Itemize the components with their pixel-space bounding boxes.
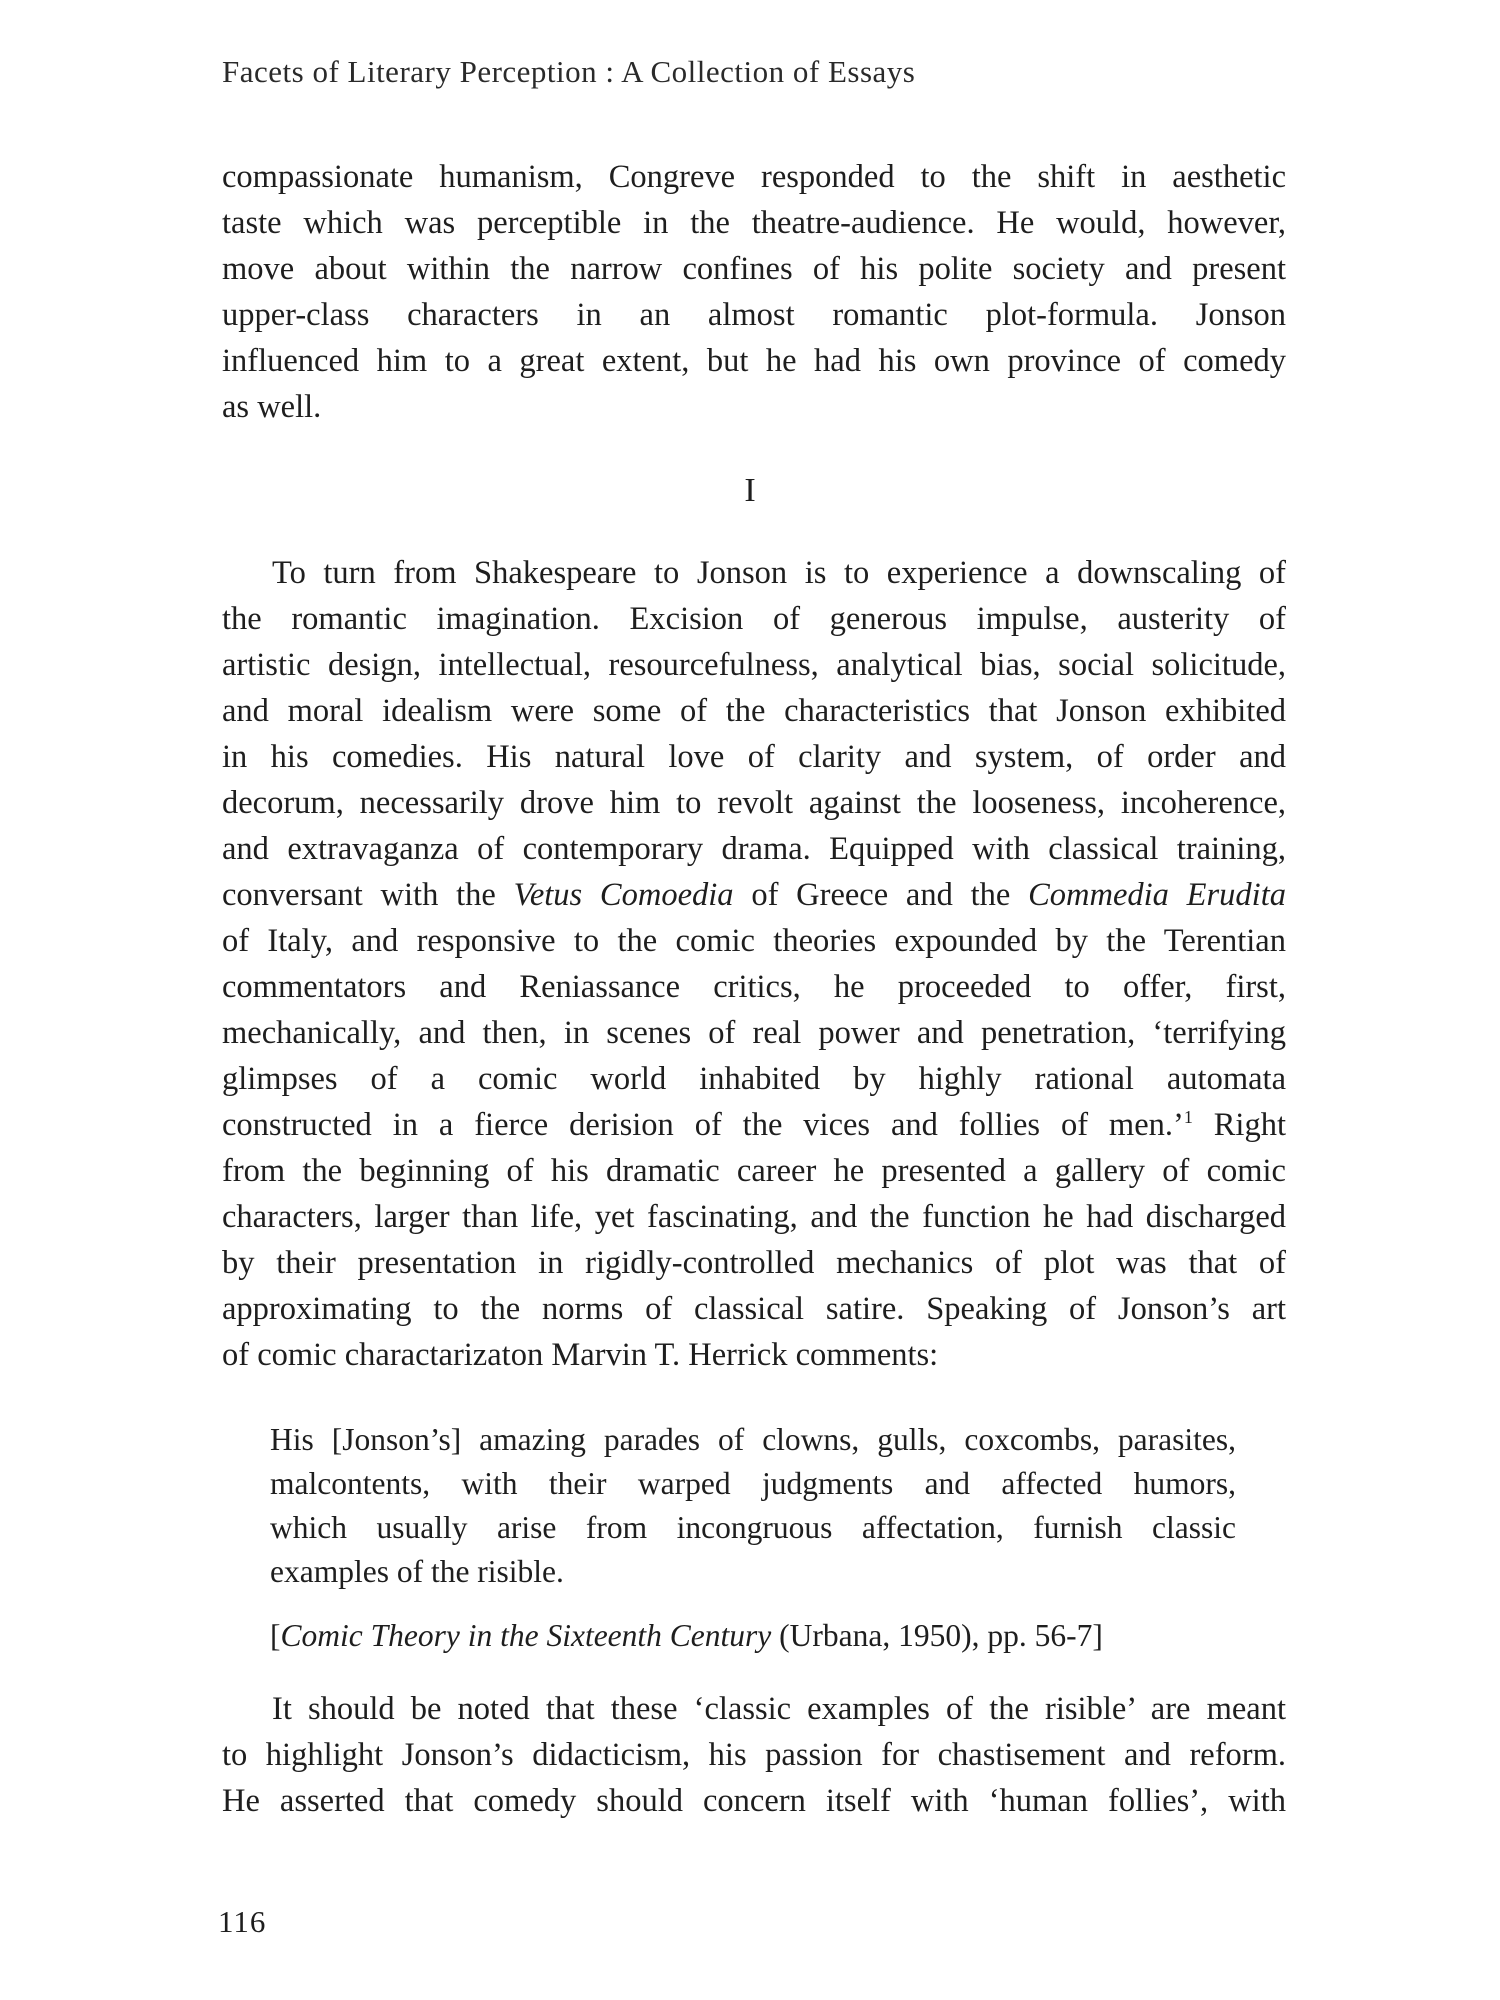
text-line: characters, larger than life, yet fascinating, and the function he had discharged — [222, 1199, 1286, 1235]
text-line: approximating to the norms of classical satire. Speaking of Jonson’s art — [222, 1291, 1286, 1327]
text-line: and moral idealism were some of the characteristics that Jonson exhibited — [222, 693, 1286, 729]
text-line: artistic design, intellectual, resourcefulness, analytical bias, social solicitude, — [222, 647, 1286, 683]
paragraph-main — [222, 550, 1286, 1378]
text-line: To turn from Shakespeare to Jonson is to experience a downscaling of — [272, 555, 1286, 591]
text-segment: of Greece and the — [733, 877, 1029, 913]
citation-details: (Urbana, 1950), pp. 56-7] — [771, 1618, 1103, 1653]
text-line: in his comedies. His natural love of clarity and system, of order and — [222, 739, 1286, 775]
quote-citation — [270, 1614, 1103, 1658]
text-segment: constructed in a fierce derision of the vices and follies of men.’ — [222, 1107, 1184, 1143]
text-line — [222, 872, 1286, 918]
block-quote — [270, 1418, 1236, 1594]
text-line: It should be noted that these ‘classic examples of the risible’ are meant — [272, 1691, 1286, 1727]
italic-title: Commedia Erudita — [1028, 877, 1286, 913]
text-line: compassionate humanism, Congreve responded to the shift in aesthetic — [222, 159, 1286, 195]
quote-line: His [Jonson’s] amazing parades of clowns, gulls, coxcombs, parasites, — [270, 1422, 1236, 1457]
paragraph-continuation — [222, 154, 1286, 430]
text-line: commentators and Reniassance critics, he proceeded to offer, first, — [222, 969, 1286, 1005]
quote-line: examples of the risible. — [270, 1554, 564, 1589]
bracket: [ — [270, 1618, 281, 1653]
text-line: mechanically, and then, in scenes of real power and penetration, ‘terrifying — [222, 1015, 1286, 1051]
text-segment: Right — [1192, 1107, 1286, 1143]
text-line — [222, 1102, 1286, 1148]
quote-line: malcontents, with their warped judgments and affected humors, — [270, 1466, 1236, 1501]
text-line: from the beginning of his dramatic career he presented a gallery of comic — [222, 1153, 1286, 1189]
text-line: of Italy, and responsive to the comic theories expounded by the Terentian — [222, 923, 1286, 959]
quote-line: which usually arise from incongruous affectation, furnish classic — [270, 1510, 1236, 1545]
text-line: influenced him to a great extent, but he had his own province of comedy — [222, 343, 1286, 379]
text-line: He asserted that comedy should concern itself with ‘human follies’, with — [222, 1783, 1286, 1819]
text-line: move about within the narrow confines of his polite society and present — [222, 251, 1286, 287]
section-heading: I — [744, 472, 756, 509]
italic-title: Vetus Comoedia — [513, 877, 734, 913]
text-line: to highlight Jonson’s didacticism, his passion for chastisement and reform. — [222, 1737, 1286, 1773]
cited-title: Comic Theory in the Sixteenth Century — [280, 1618, 772, 1653]
text-line: of comic charactarizaton Marvin T. Herrick comments: — [222, 1337, 939, 1373]
page-number: 116 — [218, 1904, 267, 1939]
paragraph-following — [222, 1686, 1286, 1824]
text-line: taste which was perceptible in the theatre-audience. He would, however, — [222, 205, 1286, 241]
footnote-marker[interactable]: 1 — [1183, 1107, 1193, 1127]
text-line: glimpses of a comic world inhabited by highly rational automata — [222, 1061, 1286, 1097]
text-line: by their presentation in rigidly-controlled mechanics of plot was that of — [222, 1245, 1286, 1281]
text-line: upper-class characters in an almost romantic plot-formula. Jonson — [222, 297, 1286, 333]
text-line: as well. — [222, 389, 322, 425]
running-header: Facets of Literary Perception : A Collection of Essays — [222, 54, 916, 89]
text-line: the romantic imagination. Excision of generous impulse, austerity of — [222, 601, 1286, 637]
text-segment: conversant with the — [222, 877, 514, 913]
text-line: decorum, necessarily drove him to revolt against the looseness, incoherence, — [222, 785, 1286, 821]
text-line: and extravaganza of contemporary drama. Equipped with classical training, — [222, 831, 1286, 867]
